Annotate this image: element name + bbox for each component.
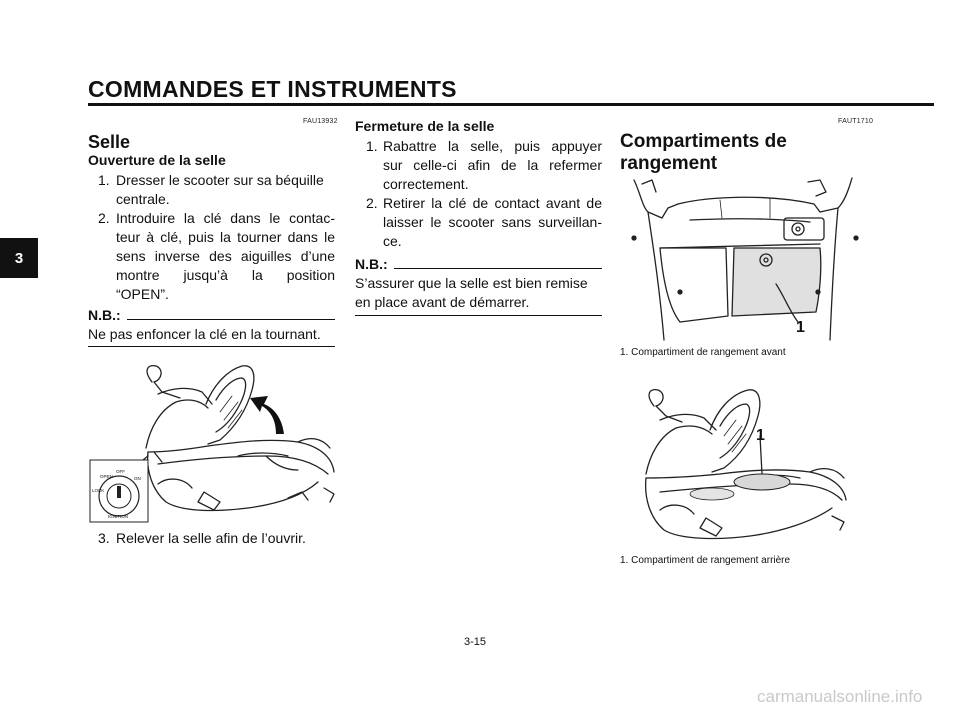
header-rule [88,103,934,106]
note-rule [394,268,602,269]
note-text: Ne pas enfoncer la clé en la tournant. [88,326,321,342]
step-line: sur celle-ci afin de la refermer [383,157,602,173]
figure-caption: 1. Compartiment de rangement avant [620,347,786,358]
note-end-rule [88,346,335,347]
note-label: N.B.: [355,256,388,272]
opening-subtitle: Ouverture de la selle [88,152,226,168]
note-rule [127,319,335,320]
step-line: sens inverse des aiguilles d’une [116,248,335,264]
key-label-lock: LOCK [92,488,105,493]
note-heading [88,307,335,323]
step-line: centrale. [116,191,170,207]
step-number: 2. [98,210,110,226]
step-line: Retirer la clé de contact avant de [383,195,602,211]
step-line: ce. [383,233,402,249]
section-title-line: Compartiments de [620,131,787,152]
callout-number: 1 [756,427,765,444]
page-header-title: COMMANDES ET INSTRUMENTS [88,76,457,102]
front-compartment-figure [620,172,870,342]
watermark: carmanualsonline.info [757,687,923,706]
page-number: 3-15 [464,636,487,648]
note-line: S’assurer que la selle est bien remise [355,275,588,291]
key-label-on: ON [134,476,141,481]
key-label-off: OFF [116,469,125,474]
step-line: Introduire la clé dans le contac- [116,210,335,226]
note-end-rule [355,315,602,316]
key-switch-inset [90,460,148,522]
step-line: “OPEN”. [116,286,169,302]
step-line: Rabattre la selle, puis appuyer [383,138,602,154]
step-line: Relever la selle afin de l’ouvrir. [116,530,306,546]
step-number: 1. [366,138,378,154]
section-title-selle: Selle [88,132,131,152]
figure-caption: 1. Compartiment de rangement arrière [620,555,791,566]
note-line: en place avant de démarrer. [355,294,530,310]
section-code: FAUT1710 [838,118,874,125]
step-line: laisser le scooter sans surveillan- [383,214,602,230]
step-line: teur à clé, puis la tourner dans le [116,229,335,245]
chapter-tab: 3 [0,238,38,278]
step-number: 1. [98,172,110,188]
note-label: N.B.: [88,307,121,323]
step-line: Dresser le scooter sur sa béquille [116,172,324,188]
mirror-outline [147,366,161,382]
note-heading [355,256,602,272]
arrow-up-icon [250,396,284,434]
seat-opening-figure [88,352,338,524]
key-label-open: OPEN [100,474,113,479]
step-line: montre jusqu’à la position [116,267,335,283]
step-number: 2. [366,195,378,211]
section-title-line: rangement [620,153,718,174]
rear-compartment-figure [620,374,870,544]
step-number: 3. [98,530,110,546]
step-line: correctement. [383,176,469,192]
callout-number: 1 [796,319,805,336]
section-code: FAU13932 [303,118,338,125]
closing-subtitle: Fermeture de la selle [355,118,495,134]
key-label-ignition: IGNITION [108,514,128,519]
